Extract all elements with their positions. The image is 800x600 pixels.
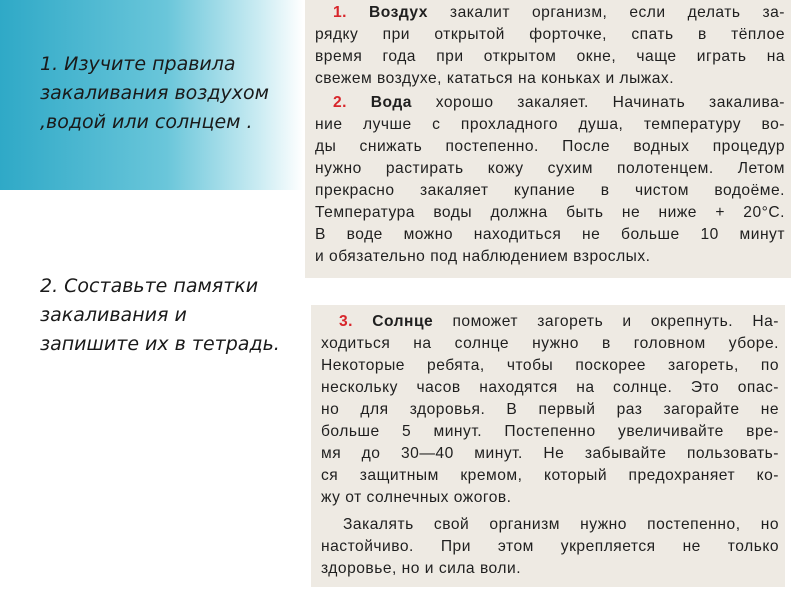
sun-text: поможет загореть и окрепнуть. На- [452,313,779,330]
textbook-scan-air-water [305,0,791,278]
sun-line-2: ходиться на солнце нужно в головном уборе. [321,335,779,352]
air-line-1 [333,3,785,23]
water-number: 2. [333,94,348,111]
water-line-8: и обязательно под наблюдением взрослых. [315,248,651,265]
water-line-7: В воде можно находиться не больше 10 минут [315,226,785,243]
sun-line-3: Некоторые ребята, чтобы поскорее загореть, по [321,357,779,374]
water-line-3: ды снижать постепенно. После водных процедур [315,138,785,155]
water-line-1 [333,93,785,113]
sun-line-6: больше 5 минут. Постепенно увеличивайте вре- [321,423,779,440]
air-line-3: время года при открытом окне, чаще играть на [315,48,785,65]
water-line-6: Температура воды должна быть не ниже + 20°С. [315,204,785,221]
conclusion-line-2: настойчиво. При этом укрепляется не только [321,538,779,555]
water-line-4: нужно растирать кожу сухим полотенцем. Летом [315,160,785,177]
water-text: хорошо закаляет. Начинать закалива- [435,94,785,111]
textbook-scan-sun [311,305,785,587]
conclusion-line-3: здоровье, но и сила воли. [321,560,522,577]
sun-number: 3. [339,313,354,330]
sun-line-8: ся защитным кремом, который предохраняет ко- [321,467,779,484]
task-2-text: 2. Составьте памятки закаливания и запишите их в тетрадь. [40,275,280,355]
air-number: 1. [333,4,348,21]
water-line-5: прекрасно закаляет купание в чистом водоёме. [315,182,785,199]
sun-line-5: но для здоровья. В первый раз загорайте не [321,401,779,418]
air-text: закалит организм, если делать за- [449,4,785,21]
task-1-text: 1. Изучите правила закаливания воздухом ,водой или солнцем . [40,53,269,133]
conclusion-line-1: Закалять свой организм нужно постепенно, но [343,516,779,533]
sun-line-7: мя до 30—40 минут. Не забывайте пользовать- [321,445,779,462]
sun-line-1 [339,312,779,332]
sun-keyword: Солнце [372,313,434,330]
water-keyword: Вода [370,94,412,111]
air-line-4: свежем воздухе, кататься на коньках и лыжах. [315,70,675,87]
air-line-2: рядку при открытой форточке, спать в тёплое [315,26,785,43]
water-line-2: ние лучше с прохладного душа, температуру во- [315,116,785,133]
sun-line-4: нескольку часов находятся на солнце. Это опас- [321,379,779,396]
air-keyword: Воздух [368,4,428,21]
slide-left-panel [0,0,303,600]
sun-line-9: жу от солнечных ожогов. [321,489,512,506]
